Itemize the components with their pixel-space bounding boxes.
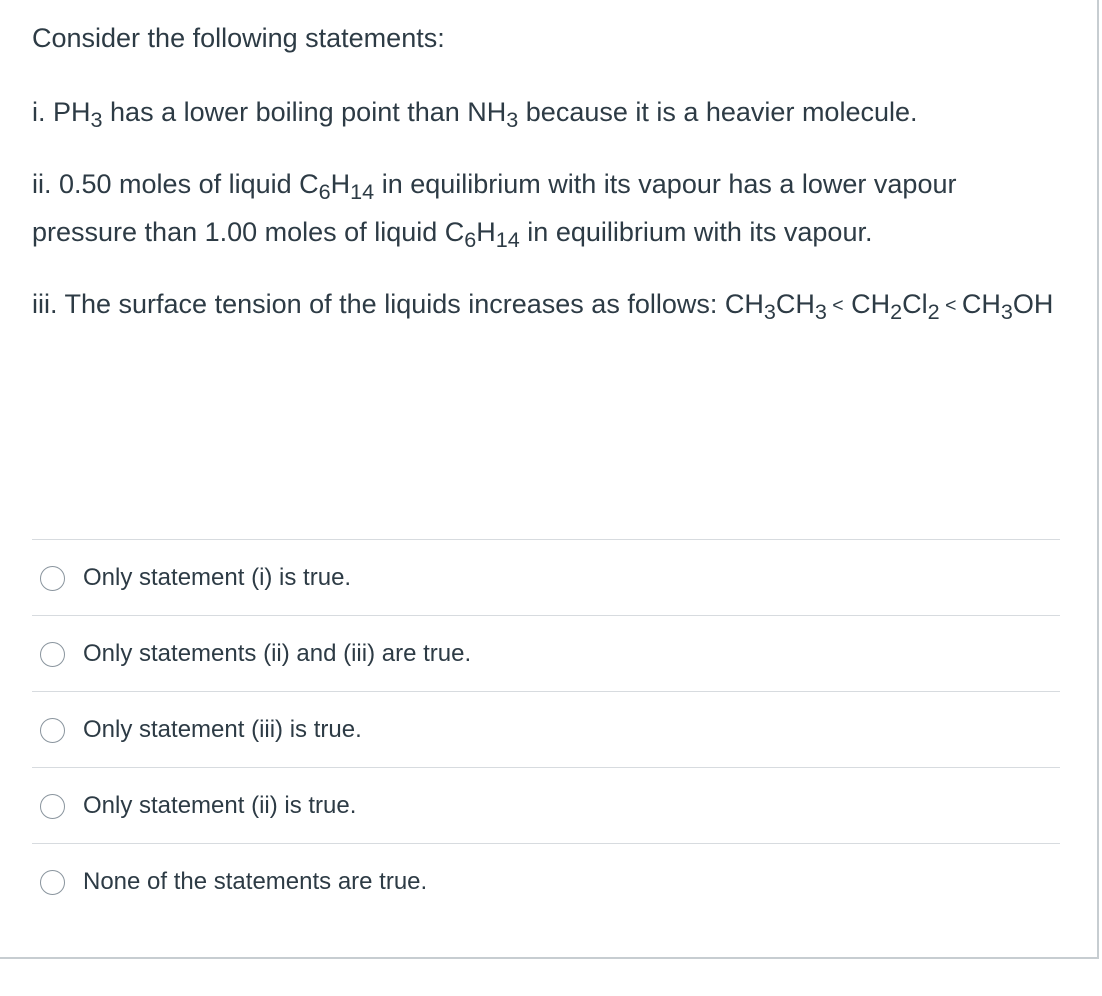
statement-i-text: i. PH: [32, 97, 91, 127]
subscript: 6: [318, 179, 331, 205]
answer-label[interactable]: None of the statements are true.: [83, 867, 428, 895]
statement-ii-text: H: [476, 217, 496, 247]
subscript: 2: [927, 299, 940, 325]
answer-list: [32, 539, 1060, 919]
statement-i-text: has a lower boiling point than NH: [102, 97, 507, 127]
radio-button[interactable]: [40, 642, 65, 667]
statement-ii-text: H: [330, 169, 351, 199]
subscript: 3: [90, 107, 103, 133]
statement-i-text: because it is a heavier molecule.: [518, 97, 918, 127]
radio-button[interactable]: [40, 870, 65, 895]
statement-ii-text: in equilibrium with its vapour has a lower vapour pressure than 1.00 moles of liquid C: [32, 169, 957, 247]
statement-iii-text: OH: [1012, 289, 1054, 319]
radio-button[interactable]: [40, 718, 65, 743]
radio-button[interactable]: [40, 566, 65, 591]
statement-iii: [32, 280, 1062, 329]
subscript: 3: [814, 299, 827, 325]
statement-iii-text: CH: [961, 289, 1001, 319]
answer-option-1[interactable]: [32, 540, 1060, 616]
less-than-sign: <: [826, 294, 844, 317]
subscript: 14: [495, 227, 520, 253]
subscript: 3: [1000, 299, 1013, 325]
answer-option-3[interactable]: [32, 692, 1060, 768]
answer-option-4[interactable]: [32, 768, 1060, 844]
answer-label[interactable]: Only statement (i) is true.: [83, 563, 352, 591]
statement-ii-text: ii. 0.50 moles of liquid C: [32, 169, 319, 199]
answer-label[interactable]: Only statement (iii) is true.: [83, 715, 362, 743]
statement-iii-text: CH: [843, 289, 891, 319]
answer-label[interactable]: Only statements (ii) and (iii) are true.: [83, 639, 472, 667]
subscript: 6: [464, 227, 477, 253]
subscript: 3: [506, 107, 519, 133]
radio-button[interactable]: [40, 794, 65, 819]
answer-label[interactable]: Only statement (ii) is true.: [83, 791, 357, 819]
subscript: 3: [763, 299, 776, 325]
less-than-sign: <: [939, 294, 962, 317]
subscript: 2: [890, 299, 903, 325]
question-text: [32, 14, 1062, 353]
statement-ii-text: in equilibrium with its vapour.: [519, 217, 873, 247]
statement-iii-text: CH: [775, 289, 815, 319]
statement-i: [32, 88, 1062, 136]
question-intro: Consider the following statements:: [32, 23, 445, 53]
answer-option-2[interactable]: [32, 616, 1060, 692]
statement-iii-text: iii. The surface tension of the liquids increases as follows: CH: [32, 289, 764, 319]
statement-ii: [32, 160, 1062, 256]
subscript: 14: [350, 179, 375, 205]
statement-iii-text: Cl: [902, 289, 928, 319]
answer-option-5[interactable]: [32, 844, 1060, 919]
